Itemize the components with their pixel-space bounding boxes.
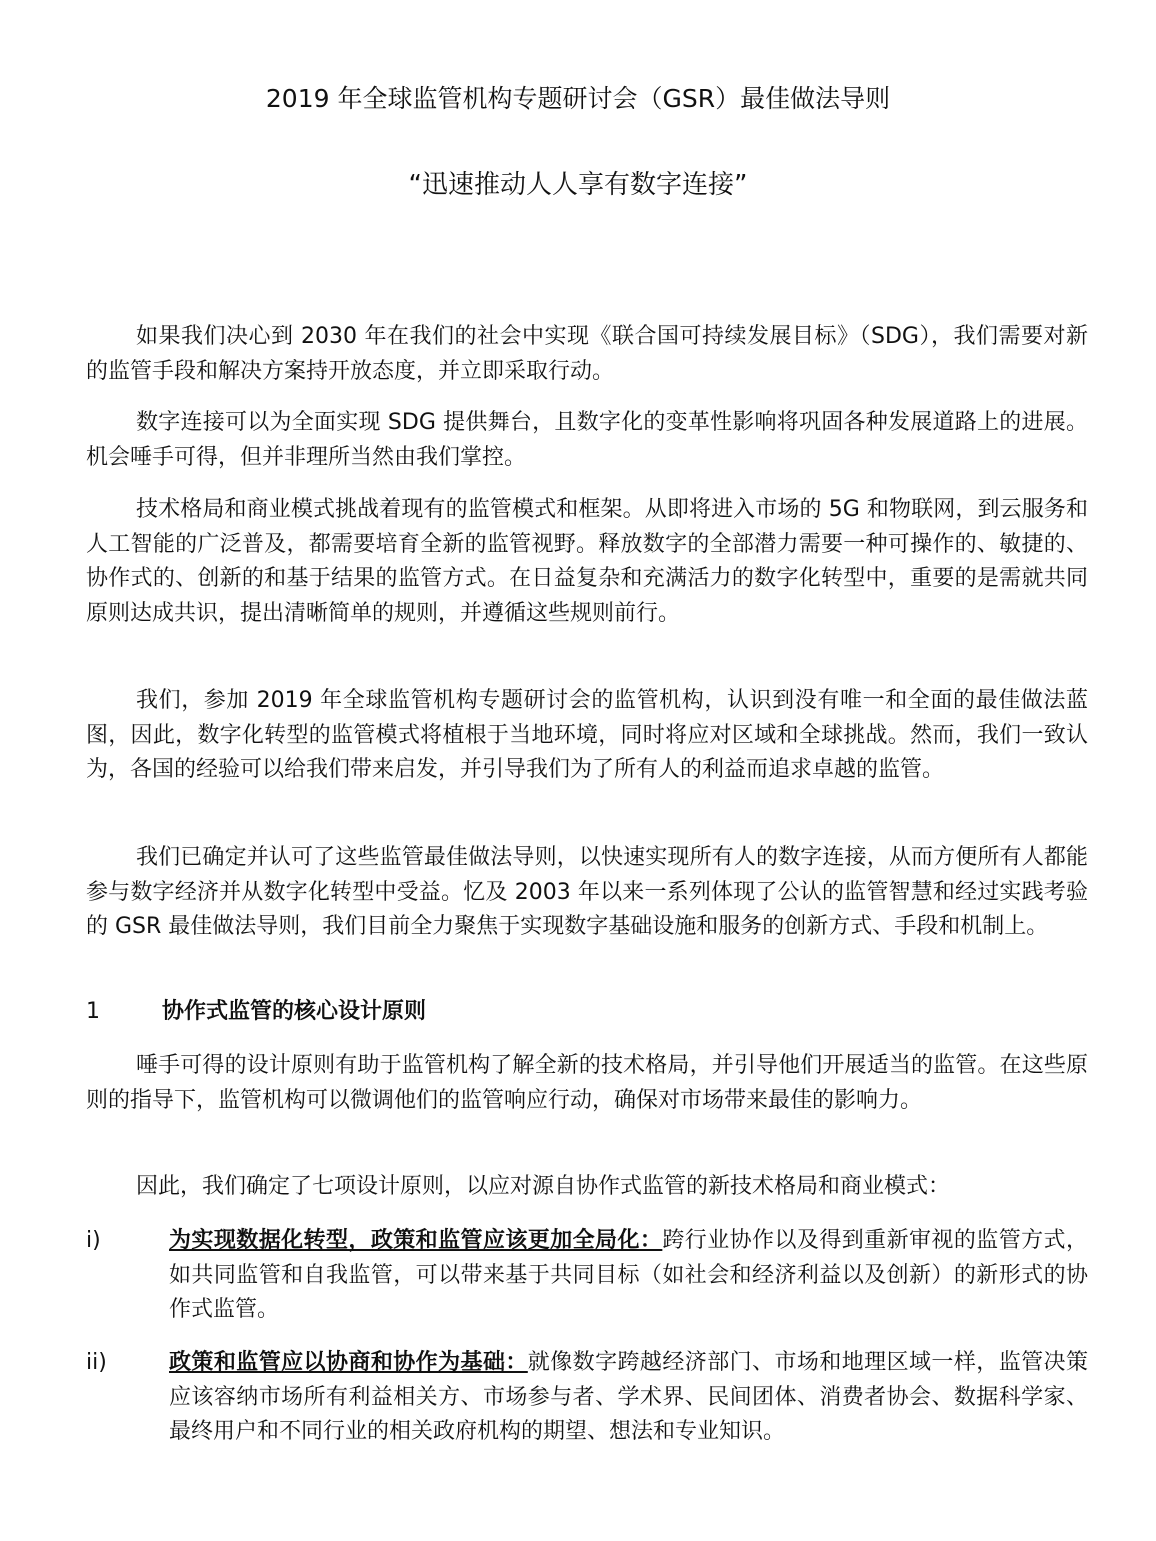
paragraph-5: 我们已确定并认可了这些监管最佳做法导则，以快速实现所有人的数字连接，从而方便所有人都能参与数字经济并从数字化转型中受益。忆及 2003 年以来一系列体现了公认的监管智慧和经过实践考验的 GSR 最佳做法导则，我们目前全力聚焦于实现数字基础设施和服务的创新方式、手段和机制上。 [86, 845, 1088, 939]
list-item-lead: 为实现数据化转型，政策和监管应该更加全局化： [169, 1228, 663, 1253]
section-title: 协作式监管的核心设计原则 [162, 999, 427, 1024]
section-number: 1 [86, 999, 100, 1024]
list-item-marker: i) [86, 1228, 101, 1253]
list-item-marker: ii) [86, 1350, 107, 1375]
section-paragraph-1: 唾手可得的设计原则有助于监管机构了解全新的技术格局，并引导他们开展适当的监管。在这些原则的指导下，监管机构可以微调他们的监管响应行动，确保对市场带来最佳的影响力。 [86, 1053, 1088, 1113]
list-item [86, 1346, 1088, 1450]
list-item-text: 跨行业协作以及得到重新审视的监管方式，如共同监管和自我监管，可以带来基于共同目标（如社会和经济利益以及创新）的新形式的协作式监管。 [169, 1228, 1088, 1322]
paragraph-2: 数字连接可以为全面实现 SDG 提供舞台，且数字化的变革性影响将巩固各种发展道路上的进展。机会唾手可得，但并非理所当然由我们掌控。 [86, 410, 1088, 470]
list-item [86, 1224, 1088, 1328]
list-item-lead: 政策和监管应以协商和协作为基础： [169, 1350, 528, 1375]
section-paragraph-2: 因此，我们确定了七项设计原则，以应对源自协作式监管的新技术格局和商业模式： [136, 1174, 951, 1199]
list-item-body [169, 1346, 1088, 1450]
document-title: 2019 年全球监管机构专题研讨会（GSR）最佳做法导则 [265, 84, 891, 113]
paragraph-1: 如果我们决心到 2030 年在我们的社会中实现《联合国可持续发展目标》（SDG），我们需要对新的监管手段和解决方案持开放态度，并立即采取行动。 [86, 324, 1088, 384]
list-item-body [169, 1224, 1088, 1328]
paragraph-3: 技术格局和商业模式挑战着现有的监管模式和框架。从即将进入市场的 5G 和物联网，到云服务和人工智能的广泛普及，都需要培育全新的监管视野。释放数字的全部潜力需要一种可操作的、敏捷的、协作式的、创新的和基于结果的监管方式。在日益复杂和充满活力的数字化转型中，重要的是需就共同原则达成共识，提出清晰简单的规则，并遵循这些规则前行。 [86, 497, 1088, 626]
list-item-text: 就像数字跨越经济部门、市场和地理区域一样，监管决策应该容纳市场所有利益相关方、市场参与者、学术界、民间团体、消费者协会、数据科学家、最终用户和不同行业的相关政府机构的期望、想法和专业知识。 [169, 1350, 1088, 1444]
section-heading [86, 995, 1088, 1029]
document-subtitle: “迅速推动人人享有数字连接” [408, 170, 748, 200]
paragraph-4: 我们，参加 2019 年全球监管机构专题研讨会的监管机构，认识到没有唯一和全面的最佳做法蓝图，因此，数字化转型的监管模式将植根于当地环境，同时将应对区域和全球挑战。然而，我们一致认为，各国的经验可以给我们带来启发，并引导我们为了所有人的利益而追求卓越的监管。 [86, 688, 1088, 782]
